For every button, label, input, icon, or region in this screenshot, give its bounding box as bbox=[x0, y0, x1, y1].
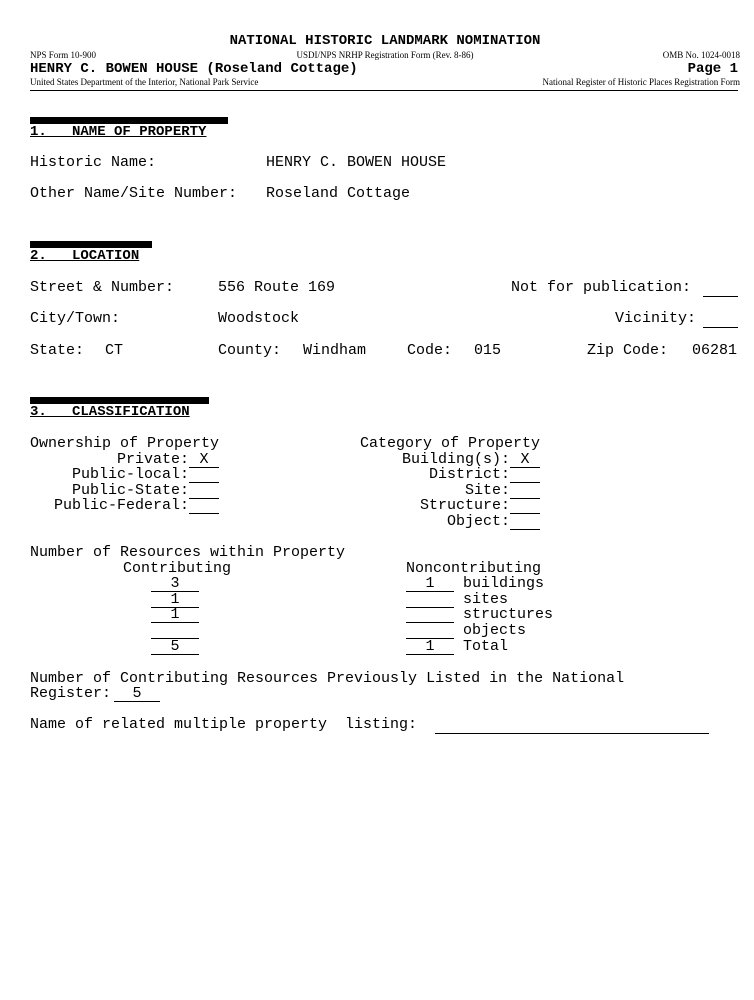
noncontributing-objects bbox=[406, 623, 454, 639]
noncontributing-buildings: 1 bbox=[406, 576, 454, 592]
previously-listed-register-label: Register: bbox=[30, 685, 112, 702]
zip-value: 06281 bbox=[692, 342, 738, 359]
county-label: County: bbox=[218, 342, 282, 359]
ownership-public-federal-label: Public-Federal: bbox=[53, 497, 189, 514]
noncontributing-header: Noncontributing bbox=[406, 560, 542, 577]
city-label: City/Town: bbox=[30, 310, 121, 327]
ownership-public-state-value bbox=[189, 483, 219, 499]
not-for-publication-label: Not for publication: bbox=[511, 279, 692, 296]
previously-listed-value: 5 bbox=[114, 686, 160, 702]
category-title: Category of Property bbox=[360, 435, 541, 452]
code-value: 015 bbox=[474, 342, 502, 359]
form-number: NPS Form 10-900 bbox=[30, 50, 97, 60]
ownership-private-value: X bbox=[189, 452, 219, 468]
resource-type-buildings: buildings bbox=[463, 575, 545, 592]
state-value: CT bbox=[105, 342, 124, 359]
section-bar-3 bbox=[30, 397, 209, 404]
property-header-name: HENRY C. BOWEN HOUSE (Roseland Cottage) bbox=[30, 61, 358, 77]
section-heading-location: 2. LOCATION bbox=[30, 248, 140, 264]
form-title: NATIONAL HISTORIC LANDMARK NOMINATION bbox=[229, 33, 541, 49]
contributing-objects bbox=[151, 623, 199, 639]
page-number: Page 1 bbox=[687, 61, 738, 77]
contributing-sites: 1 bbox=[151, 592, 199, 608]
ownership-public-local-label: Public-local: bbox=[71, 466, 189, 483]
contributing-total: 5 bbox=[151, 639, 199, 655]
contributing-buildings: 3 bbox=[151, 576, 199, 592]
section-bar-1 bbox=[30, 117, 228, 124]
category-site-value bbox=[510, 483, 540, 499]
noncontributing-structures bbox=[406, 607, 454, 623]
section-heading-classification: 3. CLASSIFICATION bbox=[30, 404, 190, 420]
resource-type-structures: structures bbox=[463, 606, 554, 623]
ownership-public-local-value bbox=[189, 467, 219, 483]
category-object-label: Object: bbox=[446, 513, 510, 530]
section-bar-2 bbox=[30, 241, 152, 248]
zip-label: Zip Code: bbox=[587, 342, 669, 359]
resource-type-total: Total bbox=[463, 638, 509, 655]
resource-type-objects: objects bbox=[463, 622, 527, 639]
not-for-publication-blank bbox=[703, 281, 738, 297]
category-site-label: Site: bbox=[464, 482, 510, 499]
resource-type-sites: sites bbox=[463, 591, 509, 608]
contributing-structures: 1 bbox=[151, 607, 199, 623]
noncontributing-sites bbox=[406, 592, 454, 608]
vicinity-label: Vicinity: bbox=[615, 310, 697, 327]
other-name-value: Roseland Cottage bbox=[266, 185, 411, 202]
category-building-value: X bbox=[510, 452, 540, 468]
section-heading-name: 1. NAME OF PROPERTY bbox=[30, 124, 207, 140]
department-line: United States Department of the Interior, National Park Service bbox=[30, 77, 259, 87]
header-rule bbox=[30, 90, 738, 91]
registration-form-rev: USDI/NPS NRHP Registration Form (Rev. 8-86) bbox=[296, 50, 474, 60]
vicinity-blank bbox=[703, 312, 738, 328]
category-district-value bbox=[510, 467, 540, 483]
omb-number: OMB No. 1024-0018 bbox=[662, 50, 740, 60]
ownership-public-state-label: Public-State: bbox=[71, 482, 189, 499]
ownership-title: Ownership of Property bbox=[30, 435, 220, 452]
category-building-label: Building(s): bbox=[401, 451, 510, 468]
city-value: Woodstock bbox=[218, 310, 300, 327]
ownership-public-federal-value bbox=[189, 498, 219, 514]
street-value: 556 Route 169 bbox=[218, 279, 336, 296]
state-label: State: bbox=[30, 342, 85, 359]
category-district-label: District: bbox=[428, 466, 510, 483]
code-label: Code: bbox=[407, 342, 453, 359]
previously-listed-label: Number of Contributing Resources Previously Listed in the National bbox=[30, 670, 625, 687]
street-label: Street & Number: bbox=[30, 279, 175, 296]
multiple-listing-label: Name of related multiple property listing: bbox=[30, 716, 418, 733]
multiple-listing-blank bbox=[435, 718, 709, 734]
county-value: Windham bbox=[303, 342, 367, 359]
other-name-label: Other Name/Site Number: bbox=[30, 185, 238, 202]
category-object-value bbox=[510, 514, 540, 530]
resources-title: Number of Resources within Property bbox=[30, 544, 346, 561]
category-structure-label: Structure: bbox=[419, 497, 510, 514]
contributing-header: Contributing bbox=[123, 560, 232, 577]
category-structure-value bbox=[510, 498, 540, 514]
register-line: National Register of Historic Places Registration Form bbox=[542, 77, 740, 87]
noncontributing-total: 1 bbox=[406, 639, 454, 655]
historic-name-label: Historic Name: bbox=[30, 154, 157, 171]
ownership-private-label: Private: bbox=[116, 451, 189, 468]
historic-name-value: HENRY C. BOWEN HOUSE bbox=[266, 154, 447, 171]
